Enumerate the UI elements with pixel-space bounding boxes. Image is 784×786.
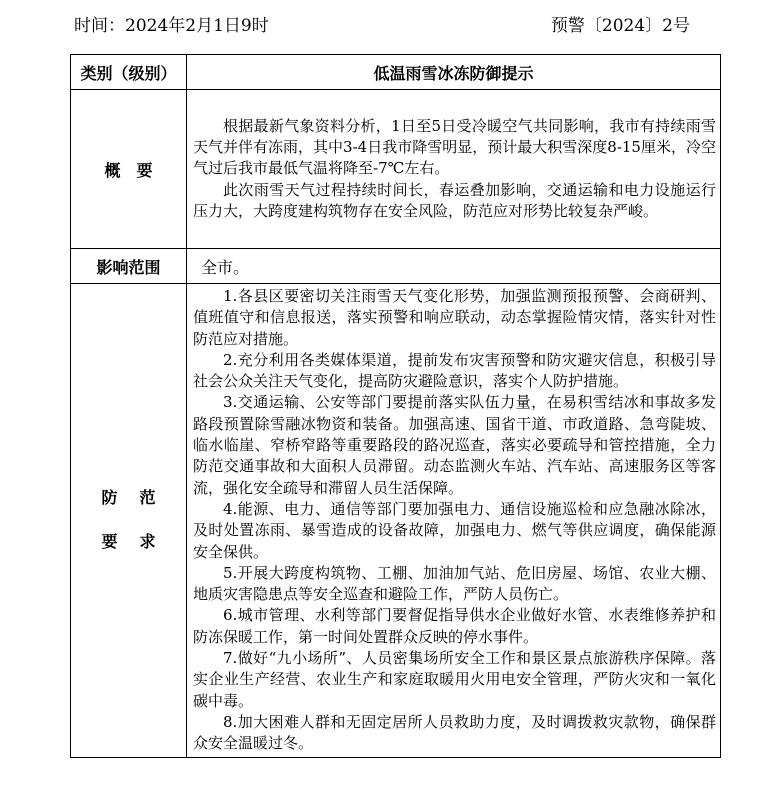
requirements-label-line2: 要求 <box>101 532 178 552</box>
scope-label: 影响范围 <box>71 249 187 284</box>
requirement-item: 6.城市管理、水利等部门要督促指导供水企业做好水管、水表维修养护和防冻保暖工作，第一时间处置群众反映的停水事件。 <box>193 606 716 646</box>
warning-number: 预警〔2024〕2号 <box>550 16 690 36</box>
requirement-item: 8.加大困难人群和无固定居所人员救助力度，及时调拨救灾款物，确保群众安全温暖过冬。 <box>193 712 716 753</box>
warning-title: 低温雨雪冰冻防御提示 <box>187 55 721 90</box>
requirement-item: 5.开展大跨度构筑物、工棚、加油加气站、危旧房屋、场馆、农业大棚、地质灾害隐患点等安全巡查和避险工作，严防人员伤亡。 <box>193 563 716 604</box>
issue-time: 时间：2024年2月1日9时 <box>74 16 269 36</box>
table-header-row <box>71 55 721 90</box>
category-header: 类别（级别） <box>71 55 187 90</box>
requirement-item: 3.交通运输、公安等部门要提前落实队伍力量，在易积雪结冰和事故多发路段预置除雪融冰物资和装备。加强高速、国省干道、市政道路、急弯陡坡、临水临崖、窄桥窄路等重要路段的路况巡查，落实必要疏导和管控措施，全力防范交通事故和大面积人员滞留。动态监测火车站、汽车站、高速服务区等客流，强化安全疏导和滞留人员生活保障。 <box>193 393 716 497</box>
requirement-item: 1.各县区要密切关注雨雪天气变化形势，加强监测预报预警、会商研判、值班值守和信息报送，落实预警和响应联动，动态掌握险情灾情，落实针对性防范应对措施。 <box>193 287 716 348</box>
requirement-item: 2.充分利用各类媒体渠道，提前发布灾害预警和防灾避灾信息，积极引导社会公众关注天气变化，提高防灾避险意识，落实个人防护措施。 <box>193 350 716 391</box>
requirements-content <box>187 284 721 758</box>
scope-value: 全市。 <box>187 249 721 284</box>
overview-content <box>187 90 721 249</box>
scope-row <box>71 249 721 284</box>
requirements-label <box>71 284 187 758</box>
requirements-label-line1: 防范 <box>101 488 178 508</box>
requirement-item: 4.能源、电力、通信等部门要加强电力、通信设施巡检和应急融冰除冰，及时处置冻雨、暴雪造成的设备故障，加强电力、燃气等供应调度，确保能源安全保供。 <box>193 499 716 561</box>
overview-paragraph: 此次雨雪天气过程持续时间长，春运叠加影响，交通运输和电力设施运行压力大，大跨度建构筑物存在安全风险，防范应对形势比较复杂严峻。 <box>193 180 716 220</box>
requirement-item: 7.做好“九小场所”、人员密集场所安全工作和景区景点旅游秩序保障。落实企业生产经营、农业生产和家庭取暖用火用电安全管理，严防火灾和一氧化碳中毒。 <box>193 649 716 710</box>
overview-paragraph: 根据最新气象资料分析，1日至5日受冷暖空气共同影响，我市有持续雨雪天气并伴有冻雨，其中3-4日我市降雪明显，预计最大积雪深度8-15厘米，冷空气过后我市最低气温将降至-7℃左右。 <box>193 116 716 178</box>
warning-table <box>70 54 721 758</box>
overview-label: 概 要 <box>71 90 187 249</box>
overview-row <box>71 90 721 249</box>
requirements-row <box>71 284 721 758</box>
document-header <box>70 12 720 40</box>
